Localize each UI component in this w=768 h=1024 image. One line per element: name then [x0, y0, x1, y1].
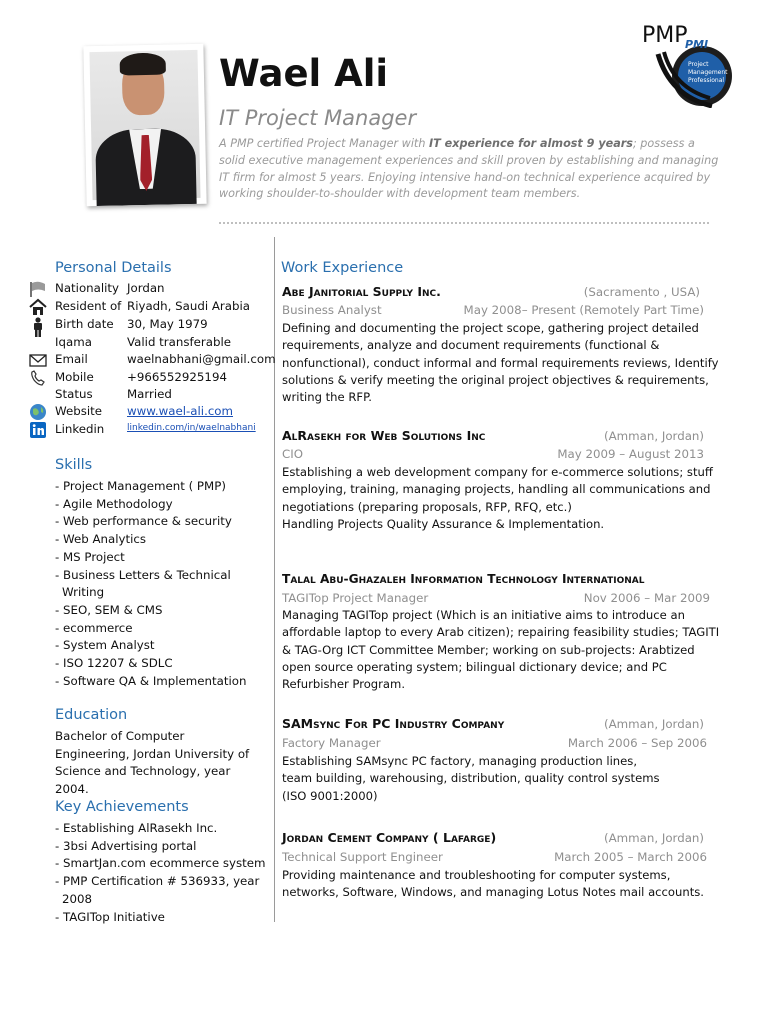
person-name: Wael Ali — [219, 52, 389, 95]
company-name: Talal Abu-Ghazaleh Information Technology International — [282, 572, 645, 586]
job-location: (Amman, Jordan) — [604, 717, 704, 731]
achievement-item: - SmartJan.com ecommerce system — [55, 856, 266, 871]
job-description: Providing maintenance and troubleshooting for computer systems, networks, Software, Windows, and managing Lotus Notes mail accounts. — [282, 868, 704, 900]
phone-icon — [28, 369, 48, 387]
profile-summary: A PMP certified Project Manager with IT experience for almost 9 years; possess a solid executive management experiences and skill proven by establishing and managing IT firm for almost 5 years. Enjoying intensive hand-on technical experience acquired by working shoulder-to-shoulder with development team members. — [219, 137, 719, 201]
job-description: Managing TAGITop project (Which is an initiative aims to introduce an affordable laptop to every Arab citizen); repairing feasibility studies; TAGITI & TAG-Org ICT Committee Member; working on sub-projects: Arabtized open source operating system; bilingual dictionary device; and PC Refurbisher Program. — [282, 608, 720, 692]
job-dates: Nov 2006 – Mar 2009 — [583, 591, 710, 605]
job-title: TAGITop Project Manager — [282, 591, 429, 605]
job-dates: May 2009 – August 2013 — [557, 447, 704, 461]
work-experience-heading: Work Experience — [281, 260, 404, 276]
skill-item: - MS Project — [55, 549, 125, 564]
job-title: Business Analyst — [282, 303, 382, 317]
skill-item: - Business Letters & Technical Writing — [55, 567, 231, 600]
education-heading: Education — [55, 707, 128, 723]
job-title: CIO — [282, 447, 304, 461]
achievement-item: - 3bsi Advertising portal — [55, 838, 197, 853]
job-dates: May 2008– Present (Remotely Part Time) — [463, 303, 704, 317]
job-role: IT Project Manager — [219, 106, 417, 130]
education-text: Bachelor of Computer Engineering, Jordan University of Science and Technology, year 2004. — [55, 729, 250, 797]
skill-item: - SEO, SEM & CMS — [55, 602, 163, 617]
pmp-badge-icon — [640, 18, 740, 108]
job-location: (Amman, Jordan) — [604, 831, 704, 845]
skill-item: - Web performance & security — [55, 514, 232, 529]
job-location: (Sacramento , USA) — [583, 285, 700, 299]
column-divider — [274, 237, 275, 922]
achievements-heading: Key Achievements — [55, 799, 189, 815]
house-icon — [28, 298, 48, 316]
skill-item: - ISO 12207 & SDLC — [55, 656, 173, 671]
achievement-item: - PMP Certification # 536933, year 2008 — [55, 874, 260, 906]
flag-icon — [28, 280, 48, 298]
company-name: Abe Janitorial Supply Inc. — [282, 284, 441, 299]
job-location: (Amman, Jordan) — [604, 429, 704, 443]
skill-item: - Project Management ( PMP) — [55, 479, 226, 493]
achievements-list — [55, 820, 270, 926]
skill-item: - Web Analytics — [55, 532, 147, 547]
svg-text:Professional: Professional — [688, 77, 725, 84]
job-dates: March 2006 – Sep 2006 — [567, 736, 707, 750]
person-icon — [28, 315, 48, 337]
linkedin-link[interactable]: linkedin.com/in/waelnabhani — [127, 423, 256, 433]
company-name: SAMsync For PC Industry Company — [282, 716, 505, 731]
job-title: Factory Manager — [282, 736, 381, 750]
job-description: Establishing a web development company for e-commerce solutions; stuff employing, training, managing projects, handling all communications and negotiations (preparing proposals, RFP, RFQ, etc.) Handling Projects Quality Assurance & Implementation. — [282, 465, 713, 531]
svg-text:Management: Management — [688, 69, 728, 76]
svg-text:Project: Project — [688, 61, 709, 68]
achievement-item: - TAGITop Initiative — [55, 909, 165, 924]
job-description: Establishing SAMsync PC factory, managing production lines, team building, warehousing, distribution, quality control systems (ISO 9001:2000) — [282, 754, 660, 803]
svg-text:PMP: PMP — [642, 23, 688, 48]
email-icon — [28, 351, 48, 369]
skill-item: - ecommerce — [55, 620, 133, 635]
personal-details-heading: Personal Details — [55, 260, 172, 276]
skill-item: - Software QA & Implementation — [55, 673, 247, 688]
globe-icon — [28, 403, 48, 421]
achievement-item: - Establishing AlRasekh Inc. — [55, 821, 218, 835]
company-name: Jordan Cement Company ( Lafarge) — [282, 830, 497, 845]
job-description: Defining and documenting the project scope, gathering project detailed requirements, analyze and document requirements (functional & nonfunctional), conduct informal and formal requirements reviews, Identify solutions & verify meeting the original project objectives & requirements, writing the RFP. — [282, 321, 719, 405]
skill-item: - System Analyst — [55, 638, 155, 653]
skills-heading: Skills — [55, 457, 93, 473]
skill-item: - Agile Methodology — [55, 496, 173, 511]
svg-text:PMI: PMI — [685, 38, 709, 51]
header-divider — [219, 222, 709, 224]
job-title: Technical Support Engineer — [282, 850, 443, 864]
website-link[interactable]: www.wael-ali.com — [127, 404, 234, 418]
job-dates: March 2005 – March 2006 — [554, 850, 707, 864]
skills-list — [55, 478, 270, 690]
linkedin-icon — [28, 421, 48, 439]
company-name: AlRasekh for Web Solutions Inc — [282, 428, 486, 443]
profile-photo — [83, 44, 206, 206]
